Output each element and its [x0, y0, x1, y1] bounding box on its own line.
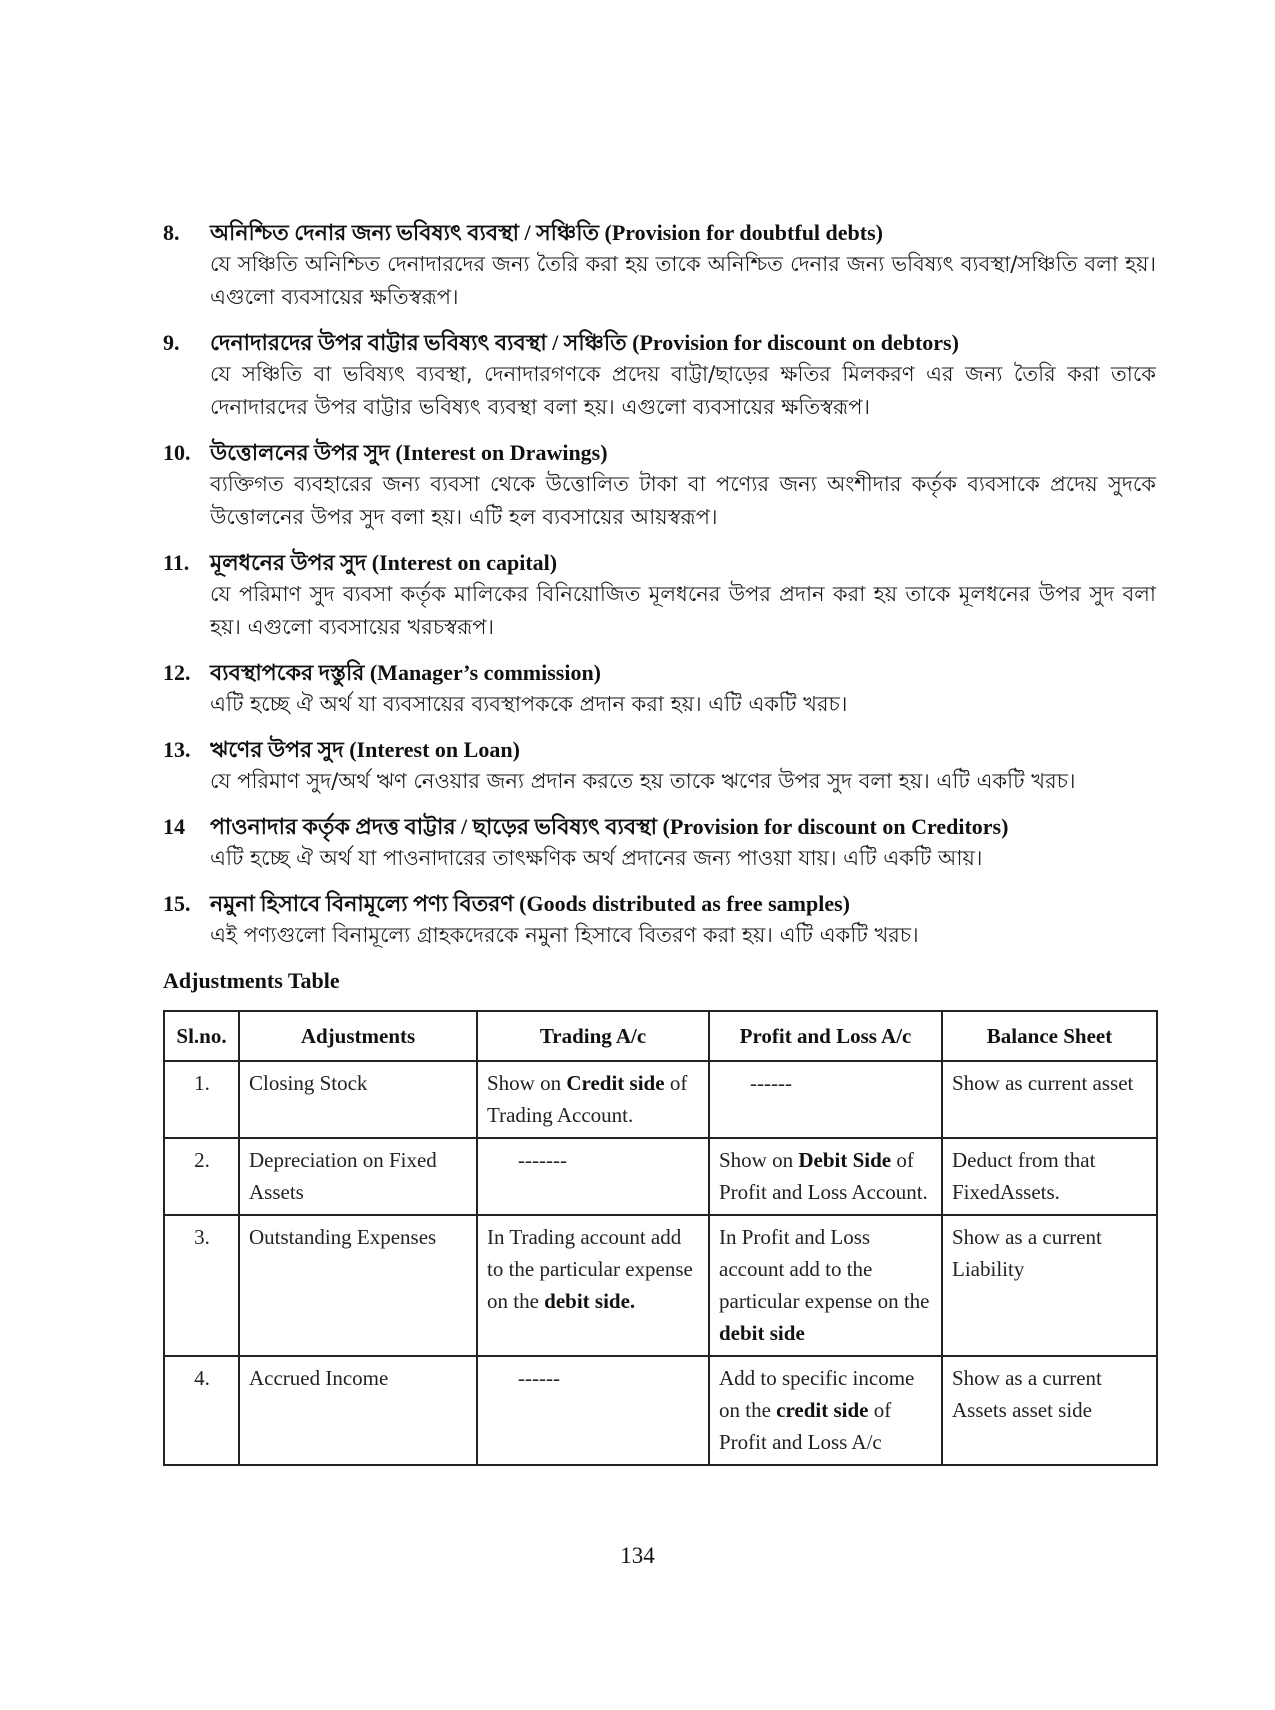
- item-title: নমুনা হিসাবে বিনামূল্যে পণ্য বিতরণ (Goods distributed as free samples): [210, 891, 850, 916]
- item-title: অনিশ্চিত দেনার জন্য ভবিষ্যৎ ব্যবস্থা / সঞ্চিতি (Provision for doubtful debts): [210, 220, 883, 245]
- item-title: পাওনাদার কর্তৃক প্রদত্ত বাট্টার / ছাড়ের ভবিষ্যৎ ব্যবস্থা (Provision for discount on Creditors): [210, 814, 1009, 839]
- adjustment-cell: Depreciation on Fixed Assets: [239, 1138, 477, 1215]
- cell-bold-text: credit side: [776, 1398, 869, 1422]
- serial-number-cell: 4.: [164, 1356, 239, 1465]
- item-body: যে সঞ্চিতি বা ভবিষ্যৎ ব্যবস্থা, দেনাদারগণকে প্রদেয় বাট্টা/ছাড়ের ক্ষতির মিলকরণ এর জন্য তৈরি করা তাকে দেনাদারদের উপর বাট্টার ভবিষ্যৎ ব্যবস্থা বলা হয়। এগুলো ব্যবসায়ের ক্ষতিস্বরূপ।: [210, 362, 1156, 419]
- cell-text: Add to specific income on the: [719, 1366, 915, 1422]
- cell-text: Show on: [487, 1071, 567, 1095]
- cell-text: of Profit and Loss A/c: [719, 1398, 892, 1454]
- item-heading: [163, 735, 1156, 765]
- profit-loss-cell: [709, 1356, 942, 1465]
- item-body: এটি হচ্ছে ঐ অর্থ যা ব্যবসায়ের ব্যবস্থাপককে প্রদান করা হয়। এটি একটি খরচ।: [210, 692, 848, 716]
- serial-number-cell: 3.: [164, 1215, 239, 1356]
- list-item: [163, 658, 1156, 721]
- item-heading: [163, 328, 1156, 358]
- adjustment-cell: Outstanding Expenses: [239, 1215, 477, 1356]
- balance-sheet-cell: Show as a current Liability: [942, 1215, 1157, 1356]
- column-header: Adjustments: [239, 1011, 477, 1061]
- item-title: মূলধনের উপর সুদ (Interest on capital): [210, 550, 558, 575]
- item-heading: [163, 218, 1156, 248]
- table-header-row: [164, 1011, 1157, 1061]
- cell-text: of Trading Account.: [487, 1071, 688, 1127]
- cell-text: In Trading account add to the particular expense on the: [487, 1225, 693, 1313]
- cell-bold-text: debit side: [719, 1321, 805, 1345]
- list-item: [163, 438, 1156, 534]
- cell-bold-text: Debit Side: [798, 1148, 892, 1172]
- balance-sheet-cell: Show as a current Assets asset side: [942, 1356, 1157, 1465]
- table-row: [164, 1356, 1157, 1465]
- cell-text: In Profit and Loss account add to the particular expense on the: [719, 1225, 930, 1313]
- cell-text: Show on: [719, 1148, 799, 1172]
- list-item: [163, 889, 1156, 952]
- item-body: এই পণ্যগুলো বিনামূল্যে গ্রাহকদেরকে নমুনা হিসাবে বিতরণ করা হয়। এটি একটি খরচ।: [210, 923, 919, 947]
- column-header: Profit and Loss A/c: [709, 1011, 942, 1061]
- column-header: Sl.no.: [164, 1011, 239, 1061]
- cell-bold-text: debit side.: [544, 1289, 636, 1313]
- item-number: 8.: [163, 220, 180, 245]
- item-number: 15.: [163, 891, 191, 916]
- item-heading: [163, 889, 1156, 919]
- list-item: [163, 812, 1156, 875]
- item-heading: [163, 812, 1156, 842]
- cell-text: -------: [518, 1148, 567, 1172]
- item-body: যে পরিমাণ সুদ ব্যবসা কর্তৃক মালিকের বিনিয়োজিত মূলধনের উপর প্রদান করা হয় তাকে মূলধনের উপর সুদ বলা হয়। এগুলো ব্যবসায়ের খরচস্বরূপ।: [210, 582, 1156, 639]
- item-body: ব্যক্তিগত ব্যবহারের জন্য ব্যবসা থেকে উত্তোলিত টাকা বা পণ্যের জন্য অংশীদার কর্তৃক ব্যবসাকে প্রদেয় সুদকে উত্তোলনের উপর সুদ বলা হয়। এটি হল ব্যবসায়ের আয়স্বরূপ।: [210, 472, 1156, 529]
- item-heading: [163, 438, 1156, 468]
- balance-sheet-cell: Show as current asset: [942, 1061, 1157, 1138]
- table-row: [164, 1138, 1157, 1215]
- column-header: Balance Sheet: [942, 1011, 1157, 1061]
- item-number: 11.: [163, 550, 190, 575]
- page-number: 134: [620, 1543, 655, 1568]
- item-title: ঋণের উপর সুদ (Interest on Loan): [210, 737, 520, 762]
- item-title: উত্তোলনের উপর সুদ (Interest on Drawings): [210, 440, 608, 465]
- item-number: 13.: [163, 737, 191, 762]
- item-number: 9.: [163, 330, 180, 355]
- item-body: যে পরিমাণ সুদ/অর্থ ঋণ নেওয়ার জন্য প্রদান করতে হয় তাকে ঋণের উপর সুদ বলা হয়। এটি একটি খরচ।: [210, 769, 1076, 793]
- serial-number-cell: 2.: [164, 1138, 239, 1215]
- profit-loss-cell: [709, 1215, 942, 1356]
- item-body: যে সঞ্চিতি অনিশ্চিত দেনাদারদের জন্য তৈরি করা হয় তাকে অনিশ্চিত দেনার জন্য ভবিষ্যৎ ব্যবস্থা/সঞ্চিতি বলা হয়। এগুলো ব্যবসায়ের ক্ষতিস্বরূপ।: [210, 252, 1156, 309]
- list-item: [163, 218, 1156, 314]
- item-title: ব্যবস্থাপকের দস্তুরি (Manager’s commission): [210, 660, 602, 685]
- item-heading: [163, 548, 1156, 578]
- list-item: [163, 735, 1156, 798]
- cell-text: of Profit and Loss Account.: [719, 1148, 928, 1204]
- item-number: 12.: [163, 660, 191, 685]
- item-number: 14: [163, 814, 185, 839]
- balance-sheet-cell: Deduct from that FixedAssets.: [942, 1138, 1157, 1215]
- item-number: 10.: [163, 440, 191, 465]
- profit-loss-cell: [709, 1138, 942, 1215]
- trading-cell: [477, 1138, 709, 1215]
- list-item: [163, 328, 1156, 424]
- adjustment-cell: Closing Stock: [239, 1061, 477, 1138]
- table-row: [164, 1215, 1157, 1356]
- cell-text: ------: [518, 1366, 560, 1390]
- adjustments-table: [163, 1010, 1158, 1466]
- adjustment-cell: Accrued Income: [239, 1356, 477, 1465]
- trading-cell: [477, 1215, 709, 1356]
- trading-cell: [477, 1061, 709, 1138]
- cell-text: ------: [750, 1071, 792, 1095]
- table-title: Adjustments Table: [163, 968, 340, 993]
- page-content: [163, 218, 1156, 1466]
- item-heading: [163, 658, 1156, 688]
- column-header: Trading A/c: [477, 1011, 709, 1061]
- item-title: দেনাদারদের উপর বাট্টার ভবিষ্যৎ ব্যবস্থা / সঞ্চিতি (Provision for discount on debtors): [210, 330, 959, 355]
- cell-bold-text: Credit side: [566, 1071, 665, 1095]
- list-item: [163, 548, 1156, 644]
- trading-cell: [477, 1356, 709, 1465]
- item-body: এটি হচ্ছে ঐ অর্থ যা পাওনাদারের তাৎক্ষণিক অর্থ প্রদানের জন্য পাওয়া যায়। এটি একটি আয়।: [210, 846, 983, 870]
- table-row: [164, 1061, 1157, 1138]
- profit-loss-cell: [709, 1061, 942, 1138]
- serial-number-cell: 1.: [164, 1061, 239, 1138]
